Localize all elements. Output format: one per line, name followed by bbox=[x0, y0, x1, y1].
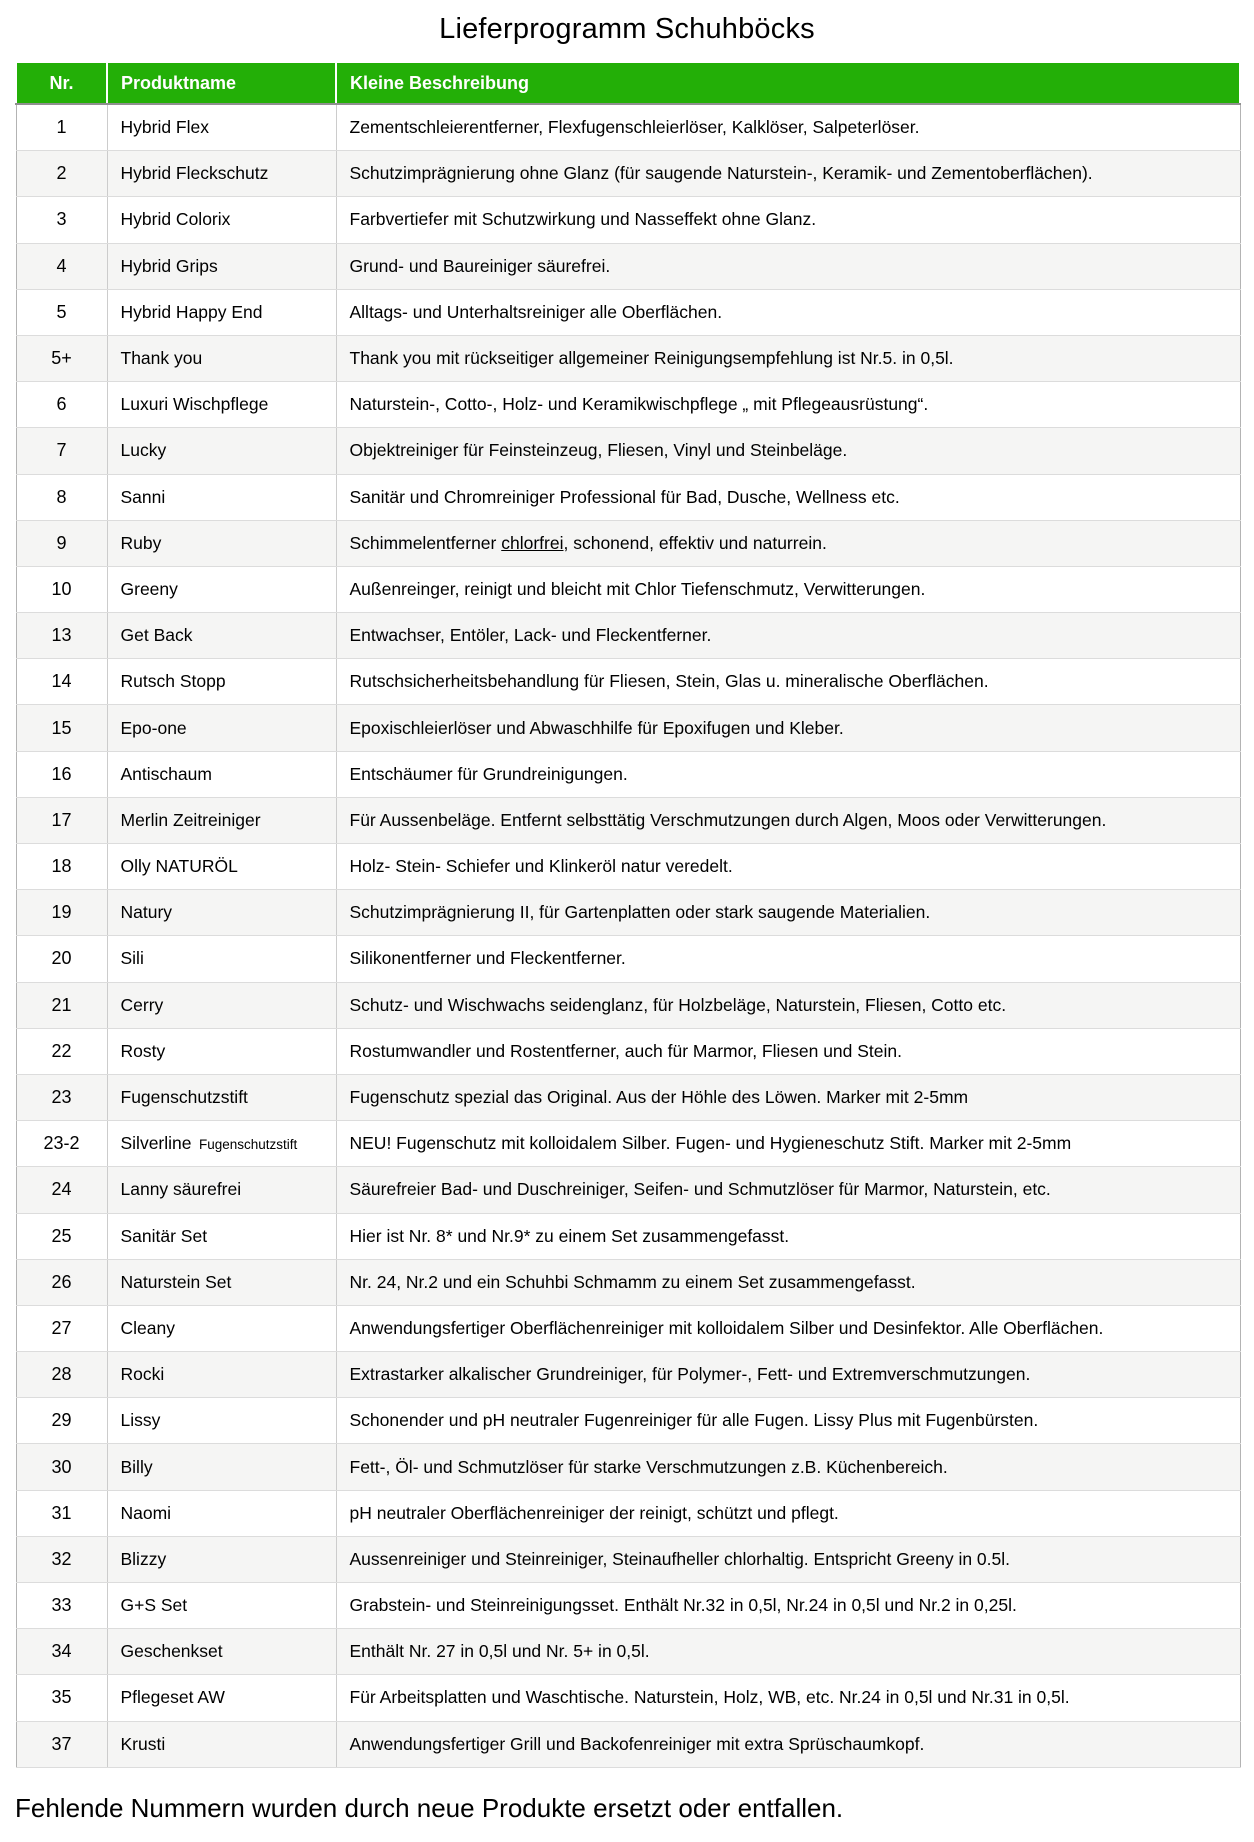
row-description: Für Aussenbeläge. Entfernt selbsttätig Verschmutzungen durch Algen, Moos oder Verwitterungen. bbox=[336, 797, 1240, 843]
product-name-text: Antischaum bbox=[120, 763, 212, 784]
header-cell-produktname: Produktname bbox=[107, 62, 336, 104]
product-name-text: Pflegeset AW bbox=[120, 1687, 225, 1708]
table-row bbox=[16, 1721, 1240, 1767]
row-product-name bbox=[107, 1352, 336, 1398]
row-number: 28 bbox=[16, 1352, 107, 1398]
row-description: Schonender und pH neutraler Fugenreiniger für alle Fugen. Lissy Plus mit Fugenbürsten. bbox=[336, 1398, 1240, 1444]
row-product-name bbox=[107, 1028, 336, 1074]
row-number: 31 bbox=[16, 1490, 107, 1536]
product-name-text: G+S Set bbox=[120, 1595, 188, 1616]
row-description: Entschäumer für Grundreinigungen. bbox=[336, 751, 1240, 797]
table-row bbox=[16, 151, 1240, 197]
product-name-text: Silverline bbox=[120, 1133, 192, 1154]
row-product-name bbox=[107, 1444, 336, 1490]
row-description: Holz- Stein- Schiefer und Klinkeröl natur veredelt. bbox=[336, 844, 1240, 890]
row-product-name bbox=[107, 705, 336, 751]
row-description: Schutz- und Wischwachs seidenglanz, für Holzbeläge, Naturstein, Fliesen, Cotto etc. bbox=[336, 982, 1240, 1028]
row-product-name bbox=[107, 382, 336, 428]
row-number: 15 bbox=[16, 705, 107, 751]
row-product-name bbox=[107, 751, 336, 797]
table-row bbox=[16, 982, 1240, 1028]
row-number: 2 bbox=[16, 151, 107, 197]
row-product-name bbox=[107, 520, 336, 566]
row-number: 5 bbox=[16, 289, 107, 335]
row-product-name bbox=[107, 659, 336, 705]
row-product-name bbox=[107, 890, 336, 936]
row-description: Für Arbeitsplatten und Waschtische. Naturstein, Holz, WB, etc. Nr.24 in 0,5l und Nr.31 in 0,5l. bbox=[336, 1675, 1240, 1721]
product-name-text: Rutsch Stopp bbox=[120, 671, 226, 692]
product-name-text: Geschenkset bbox=[120, 1641, 223, 1662]
product-name-text: Billy bbox=[120, 1456, 153, 1477]
product-name-text: Lucky bbox=[120, 440, 167, 461]
row-description: Silikonentferner und Fleckentferner. bbox=[336, 936, 1240, 982]
row-product-name bbox=[107, 1629, 336, 1675]
row-description: Außenreinger, reinigt und bleicht mit Chlor Tiefenschmutz, Verwitterungen. bbox=[336, 566, 1240, 612]
table-row bbox=[16, 1536, 1240, 1582]
product-name-text: Sanni bbox=[120, 486, 166, 507]
header-row bbox=[16, 62, 1240, 104]
table-row bbox=[16, 243, 1240, 289]
product-name-text: Merlin Zeitreiniger bbox=[120, 809, 261, 830]
row-description: Grund- und Baureiniger säurefrei. bbox=[336, 243, 1240, 289]
row-product-name bbox=[107, 797, 336, 843]
table-row bbox=[16, 1352, 1240, 1398]
row-product-name bbox=[107, 1167, 336, 1213]
row-number: 30 bbox=[16, 1444, 107, 1490]
table-row bbox=[16, 1028, 1240, 1074]
product-name-text: Luxuri Wischpflege bbox=[120, 394, 269, 415]
row-description: Zementschleierentferner, Flexfugenschleierlöser, Kalklöser, Salpeterlöser. bbox=[336, 104, 1240, 151]
table-row bbox=[16, 1305, 1240, 1351]
row-description: Enthält Nr. 27 in 0,5l und Nr. 5+ in 0,5l. bbox=[336, 1629, 1240, 1675]
row-number: 26 bbox=[16, 1259, 107, 1305]
row-description: Rostumwandler und Rostentferner, auch für Marmor, Fliesen und Stein. bbox=[336, 1028, 1240, 1074]
row-product-name bbox=[107, 428, 336, 474]
product-name-text: Sanitär Set bbox=[120, 1225, 208, 1246]
table-row bbox=[16, 1213, 1240, 1259]
table-row bbox=[16, 751, 1240, 797]
row-description: Thank you mit rückseitiger allgemeiner Reinigungsempfehlung ist Nr.5. in 0,5l. bbox=[336, 335, 1240, 381]
row-number: 32 bbox=[16, 1536, 107, 1582]
row-number: 16 bbox=[16, 751, 107, 797]
row-product-name bbox=[107, 613, 336, 659]
row-product-name bbox=[107, 844, 336, 890]
row-product-name bbox=[107, 936, 336, 982]
row-number: 35 bbox=[16, 1675, 107, 1721]
row-product-name bbox=[107, 1259, 336, 1305]
table-row bbox=[16, 520, 1240, 566]
header-cell-nr: Nr. bbox=[16, 62, 107, 104]
table-row bbox=[16, 1398, 1240, 1444]
table-row bbox=[16, 1121, 1240, 1167]
table-row bbox=[16, 890, 1240, 936]
product-name-text: Olly NATURÖL bbox=[120, 856, 238, 877]
row-description: Säurefreier Bad- und Duschreiniger, Seifen- und Schmutzlöser für Marmor, Naturstein, etc. bbox=[336, 1167, 1240, 1213]
row-number: 6 bbox=[16, 382, 107, 428]
product-name-text: Cleany bbox=[120, 1317, 175, 1338]
product-name-suffix: Fugenschutzstift bbox=[191, 1137, 298, 1153]
row-number: 1 bbox=[16, 104, 107, 151]
row-product-name bbox=[107, 197, 336, 243]
row-number: 24 bbox=[16, 1167, 107, 1213]
row-description: Hier ist Nr. 8* und Nr.9* zu einem Set zusammengefasst. bbox=[336, 1213, 1240, 1259]
table-row bbox=[16, 428, 1240, 474]
row-product-name bbox=[107, 1074, 336, 1120]
row-product-name bbox=[107, 474, 336, 520]
table-row bbox=[16, 474, 1240, 520]
description-text: , schonend, effektiv und naturrein. bbox=[563, 532, 827, 553]
product-name-text: Naturstein Set bbox=[120, 1271, 232, 1292]
table-row bbox=[16, 1583, 1240, 1629]
product-name-text: Rosty bbox=[120, 1040, 166, 1061]
row-number: 20 bbox=[16, 936, 107, 982]
row-description bbox=[336, 520, 1240, 566]
description-text: Schimmelentferner bbox=[349, 532, 502, 553]
product-name-text: Epo-one bbox=[120, 717, 187, 738]
row-number: 19 bbox=[16, 890, 107, 936]
row-description: Grabstein- und Steinreinigungsset. Enthält Nr.32 in 0,5l, Nr.24 in 0,5l und Nr.2 in 0,25l. bbox=[336, 1583, 1240, 1629]
product-name-text: Hybrid Grips bbox=[120, 255, 218, 276]
row-number: 10 bbox=[16, 566, 107, 612]
product-name-text: Hybrid Colorix bbox=[120, 209, 231, 230]
row-number: 22 bbox=[16, 1028, 107, 1074]
row-product-name bbox=[107, 1721, 336, 1767]
row-number: 8 bbox=[16, 474, 107, 520]
row-product-name bbox=[107, 1305, 336, 1351]
row-description: Schutzimprägnierung II, für Gartenplatten oder stark saugende Materialien. bbox=[336, 890, 1240, 936]
footnote-text: Fehlende Nummern wurden durch neue Produkte ersetzt oder entfallen. bbox=[15, 1792, 844, 1823]
table-row bbox=[16, 1259, 1240, 1305]
row-number: 14 bbox=[16, 659, 107, 705]
row-number: 17 bbox=[16, 797, 107, 843]
row-number: 7 bbox=[16, 428, 107, 474]
row-description: Naturstein-, Cotto-, Holz- und Keramikwischpflege „ mit Pflegeausrüstung“. bbox=[336, 382, 1240, 428]
row-number: 33 bbox=[16, 1583, 107, 1629]
row-number: 29 bbox=[16, 1398, 107, 1444]
table-row bbox=[16, 382, 1240, 428]
table-row bbox=[16, 659, 1240, 705]
header-cell-beschreibung: Kleine Beschreibung bbox=[336, 62, 1240, 104]
row-number: 23 bbox=[16, 1074, 107, 1120]
product-name-text: Greeny bbox=[120, 578, 178, 599]
row-product-name bbox=[107, 982, 336, 1028]
row-description: Fugenschutz spezial das Original. Aus der Höhle des Löwen. Marker mit 2-5mm bbox=[336, 1074, 1240, 1120]
product-name-text: Ruby bbox=[120, 532, 162, 553]
table-row bbox=[16, 705, 1240, 751]
product-name-text: Hybrid Fleckschutz bbox=[120, 163, 269, 184]
product-name-text: Lissy bbox=[120, 1410, 161, 1431]
product-name-text: Rocki bbox=[120, 1364, 165, 1385]
description-underlined-text: chlorfrei bbox=[501, 532, 564, 553]
table-row bbox=[16, 844, 1240, 890]
row-number: 25 bbox=[16, 1213, 107, 1259]
row-number: 21 bbox=[16, 982, 107, 1028]
row-product-name bbox=[107, 289, 336, 335]
table-row bbox=[16, 566, 1240, 612]
row-number: 34 bbox=[16, 1629, 107, 1675]
product-name-text: Get Back bbox=[120, 625, 193, 646]
row-number: 23-2 bbox=[16, 1121, 107, 1167]
product-name-text: Cerry bbox=[120, 994, 164, 1015]
row-product-name bbox=[107, 335, 336, 381]
table-row bbox=[16, 936, 1240, 982]
row-product-name bbox=[107, 1121, 336, 1167]
row-number: 27 bbox=[16, 1305, 107, 1351]
product-name-text: Blizzy bbox=[120, 1548, 167, 1569]
product-table bbox=[15, 61, 1241, 1768]
row-description: Sanitär und Chromreiniger Professional für Bad, Dusche, Wellness etc. bbox=[336, 474, 1240, 520]
table-row bbox=[16, 797, 1240, 843]
row-description: Extrastarker alkalischer Grundreiniger, für Polymer-, Fett- und Extremverschmutzungen. bbox=[336, 1352, 1240, 1398]
row-number: 37 bbox=[16, 1721, 107, 1767]
row-product-name bbox=[107, 104, 336, 151]
table-row bbox=[16, 613, 1240, 659]
table-row bbox=[16, 104, 1240, 151]
row-product-name bbox=[107, 243, 336, 289]
row-description: Farbvertiefer mit Schutzwirkung und Nasseffekt ohne Glanz. bbox=[336, 197, 1240, 243]
row-product-name bbox=[107, 566, 336, 612]
product-name-text: Sili bbox=[120, 948, 144, 969]
table-row bbox=[16, 1629, 1240, 1675]
row-product-name bbox=[107, 151, 336, 197]
product-name-text: Krusti bbox=[120, 1733, 166, 1754]
row-product-name bbox=[107, 1583, 336, 1629]
table-row bbox=[16, 1074, 1240, 1120]
row-product-name bbox=[107, 1213, 336, 1259]
row-description: Schutzimprägnierung ohne Glanz (für saugende Naturstein-, Keramik- und Zementoberflächen). bbox=[336, 151, 1240, 197]
table-row bbox=[16, 1490, 1240, 1536]
product-name-text: Lanny säurefrei bbox=[120, 1179, 242, 1200]
row-description: Anwendungsfertiger Grill und Backofenreiniger mit extra Sprüschaumkopf. bbox=[336, 1721, 1240, 1767]
row-product-name bbox=[107, 1398, 336, 1444]
row-description: Epoxischleierlöser und Abwaschhilfe für Epoxifugen und Kleber. bbox=[336, 705, 1240, 751]
product-name-text: Hybrid Flex bbox=[120, 117, 209, 138]
product-name-text: Fugenschutzstift bbox=[120, 1087, 248, 1108]
table-row bbox=[16, 197, 1240, 243]
row-number: 18 bbox=[16, 844, 107, 890]
row-description: Objektreiniger für Feinsteinzeug, Fliesen, Vinyl und Steinbeläge. bbox=[336, 428, 1240, 474]
row-number: 9 bbox=[16, 520, 107, 566]
row-description: Anwendungsfertiger Oberflächenreiniger mit kolloidalem Silber und Desinfektor. Alle Oberflächen. bbox=[336, 1305, 1240, 1351]
product-name-text: Natury bbox=[120, 902, 173, 923]
row-description: Fett-, Öl- und Schmutzlöser für starke Verschmutzungen z.B. Küchenbereich. bbox=[336, 1444, 1240, 1490]
table-header bbox=[16, 62, 1240, 104]
row-description: NEU! Fugenschutz mit kolloidalem Silber. Fugen- und Hygieneschutz Stift. Marker mit 2-5mm bbox=[336, 1121, 1240, 1167]
row-number: 13 bbox=[16, 613, 107, 659]
row-number: 5+ bbox=[16, 335, 107, 381]
table-row bbox=[16, 1444, 1240, 1490]
product-name-text: Naomi bbox=[120, 1502, 172, 1523]
table-row bbox=[16, 335, 1240, 381]
row-description: Alltags- und Unterhaltsreiniger alle Oberflächen. bbox=[336, 289, 1240, 335]
table-row bbox=[16, 1675, 1240, 1721]
row-description: pH neutraler Oberflächenreiniger der reinigt, schützt und pflegt. bbox=[336, 1490, 1240, 1536]
row-description: Aussenreiniger und Steinreiniger, Steinaufheller chlorhaltig. Entspricht Greeny in 0.5l. bbox=[336, 1536, 1240, 1582]
row-product-name bbox=[107, 1536, 336, 1582]
product-name-text: Hybrid Happy End bbox=[120, 301, 263, 322]
table-row bbox=[16, 289, 1240, 335]
row-description: Nr. 24, Nr.2 und ein Schuhbi Schmamm zu einem Set zusammengefasst. bbox=[336, 1259, 1240, 1305]
table-body bbox=[16, 104, 1240, 1767]
row-product-name bbox=[107, 1490, 336, 1536]
row-description: Rutschsicherheitsbehandlung für Fliesen, Stein, Glas u. mineralische Oberflächen. bbox=[336, 659, 1240, 705]
page-title: Lieferprogramm Schuhböcks bbox=[439, 13, 815, 45]
table-row bbox=[16, 1167, 1240, 1213]
product-name-text: Thank you bbox=[120, 348, 203, 369]
row-product-name bbox=[107, 1675, 336, 1721]
row-number: 3 bbox=[16, 197, 107, 243]
row-number: 4 bbox=[16, 243, 107, 289]
row-description: Entwachser, Entöler, Lack- und Fleckentferner. bbox=[336, 613, 1240, 659]
